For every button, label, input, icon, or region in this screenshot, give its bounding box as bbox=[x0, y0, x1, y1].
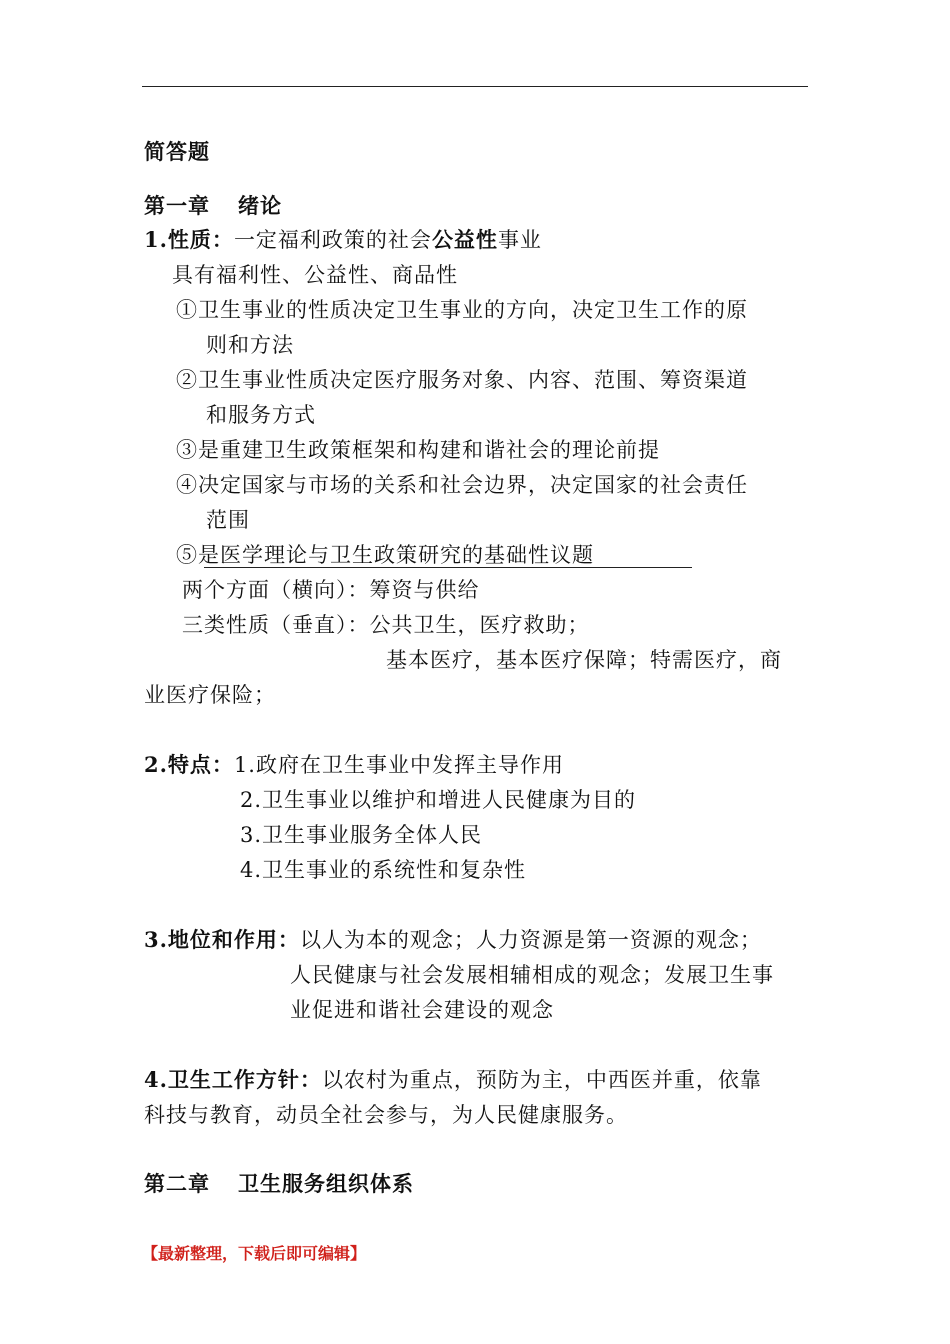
feature-2: 2.卫生事业以维护和增进人民健康为目的 bbox=[240, 788, 637, 812]
three-natures-b: 基本医疗，基本医疗保障；特需医疗，商 bbox=[386, 648, 782, 672]
nature-item-2b: 和服务方式 bbox=[206, 403, 316, 427]
nature-item-5: ⑤是医学理论与卫生政策研究的基础性议题 bbox=[176, 543, 594, 567]
nature-item-2a: ②卫生事业性质决定医疗服务对象、内容、范围、筹资渠道 bbox=[176, 368, 748, 392]
policy-label: 4.卫生工作方针： bbox=[144, 1067, 322, 1092]
nature-item-4b: 范围 bbox=[206, 508, 250, 532]
nature-def-pre: 一定福利政策的社会 bbox=[233, 228, 432, 252]
chapter-2-name: 卫生服务组织体系 bbox=[238, 1171, 414, 1196]
feature-4: 4.卫生事业的系统性和复杂性 bbox=[240, 858, 527, 882]
policy-text-2: 科技与教育，动员全社会参与，为人民健康服务。 bbox=[144, 1103, 628, 1127]
chapter-2-number: 第二章 bbox=[144, 1171, 210, 1196]
nature-label: 1.性质： bbox=[144, 227, 234, 252]
two-aspects: 两个方面（横向）：筹资与供给 bbox=[182, 578, 480, 602]
role-text-2: 人民健康与社会发展相辅相成的观念；发展卫生事 bbox=[290, 963, 774, 987]
role-text-1: 以人为本的观念；人力资源是第一资源的观念； bbox=[299, 928, 762, 952]
nature-item-4a: ④决定国家与市场的关系和社会边界，决定国家的社会责任 bbox=[176, 473, 748, 497]
three-natures-a: 公共卫生，医疗救助； bbox=[369, 613, 590, 637]
chapter-1-heading bbox=[144, 192, 282, 220]
nature-def-post: 事业 bbox=[497, 228, 542, 252]
chapter-1-number: 第一章 bbox=[144, 193, 210, 218]
nature-item-3: ③是重建卫生政策框架和构建和谐社会的理论前提 bbox=[176, 438, 660, 462]
role-label: 3.地位和作用： bbox=[144, 927, 300, 952]
feature-1: 1.政府在卫生事业中发挥主导作用 bbox=[233, 753, 564, 777]
chapter-2-heading bbox=[144, 1170, 414, 1198]
features-line-1 bbox=[144, 751, 564, 779]
role-text-3: 业促进和谐社会建设的观念 bbox=[290, 998, 554, 1022]
policy-line-1 bbox=[144, 1066, 762, 1094]
feature-3: 3.卫生事业服务全体人民 bbox=[240, 823, 483, 847]
chapter-1-name: 绪论 bbox=[238, 193, 282, 218]
three-natures-label: 三类性质（垂直）： bbox=[182, 613, 370, 637]
header-rule bbox=[142, 86, 808, 87]
item-5-underline bbox=[204, 567, 692, 568]
nature-item-1b: 则和方法 bbox=[206, 333, 294, 357]
features-label: 2.特点： bbox=[144, 752, 234, 777]
three-natures bbox=[182, 611, 590, 639]
three-natures-c: 业医疗保险； bbox=[144, 683, 276, 707]
role-line-1 bbox=[144, 926, 762, 954]
policy-text-1: 以农村为重点，预防为主，中西医并重，依靠 bbox=[321, 1068, 762, 1092]
page-title: 简答题 bbox=[144, 139, 210, 164]
nature-definition bbox=[144, 226, 542, 254]
nature-def-bold: 公益性 bbox=[431, 227, 498, 252]
footer-note: 【最新整理，下载后即可编辑】 bbox=[142, 1244, 367, 1263]
nature-props: 具有福利性、公益性、商品性 bbox=[172, 263, 458, 287]
nature-item-1a: ①卫生事业的性质决定卫生事业的方向，决定卫生工作的原 bbox=[176, 298, 748, 322]
